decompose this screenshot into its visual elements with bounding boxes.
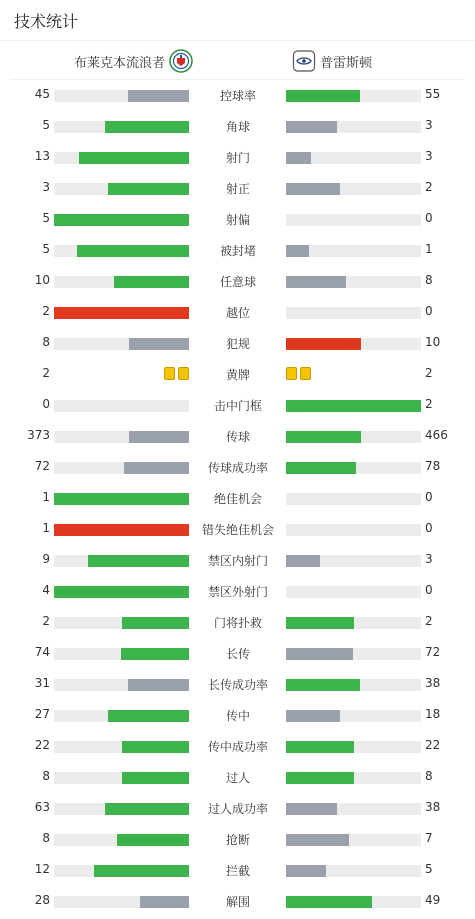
home-stat-bar: [54, 462, 189, 474]
home-stat-bar-fill: [79, 152, 189, 164]
home-stat-bar: [54, 555, 189, 567]
home-stat-value: 2: [42, 366, 50, 380]
away-stat-bar-fill: [286, 896, 372, 908]
away-stat-bar: [286, 865, 421, 877]
away-stat-bar-fill: [286, 121, 337, 133]
away-stat-value: 5: [425, 862, 433, 876]
home-stat-bar-fill: [54, 307, 189, 319]
away-stat-value: 8: [425, 769, 433, 783]
stat-row: [0, 731, 475, 762]
home-stat-bar: [54, 803, 189, 815]
home-stat-bar: [54, 152, 189, 164]
away-team[interactable]: [292, 49, 372, 73]
home-stat-bar-fill: [54, 586, 189, 598]
away-team-name: 普雷斯顿: [320, 55, 373, 71]
home-stat-bar: [54, 865, 189, 877]
away-stat-bar: [286, 338, 421, 350]
away-stat-bar-fill: [286, 648, 353, 660]
away-stat-value: 2: [425, 366, 433, 380]
away-stat-value: 72: [425, 645, 441, 659]
stat-label: 绝佳机会: [213, 492, 262, 506]
away-stat-bar: [286, 152, 421, 164]
away-stat-bar-fill: [286, 338, 361, 350]
stat-row: [0, 545, 475, 576]
away-yellow-cards: [286, 367, 311, 380]
yellow-card-icon: [178, 367, 189, 380]
home-stat-bar-fill: [140, 896, 189, 908]
home-stat-value: 1: [42, 490, 50, 504]
away-stat-bar-fill: [286, 152, 311, 164]
home-stat-bar: [54, 307, 189, 319]
stat-row: [0, 762, 475, 793]
away-stat-bar-fill: [286, 431, 361, 443]
away-stat-bar-fill: [286, 183, 340, 195]
home-stat-bar-fill: [124, 462, 189, 474]
home-stat-value: 5: [42, 242, 50, 256]
page-title: [0, 0, 475, 41]
stat-label: 错失绝佳机会: [201, 523, 274, 537]
stat-row: [0, 669, 475, 700]
home-stat-bar: [54, 245, 189, 257]
home-stat-value: 63: [34, 800, 50, 814]
away-stat-value: 18: [425, 707, 441, 721]
stat-row: [0, 452, 475, 483]
away-stat-value: 0: [425, 583, 433, 597]
stat-label: 解围: [225, 895, 250, 909]
stat-row: [0, 514, 475, 545]
away-stat-value: 0: [425, 211, 433, 225]
away-stat-bar-fill: [286, 679, 360, 691]
home-stat-value: 3: [42, 180, 50, 194]
home-stat-bar-fill: [128, 90, 189, 102]
stat-row: [0, 390, 475, 421]
home-stat-bar-fill: [128, 679, 189, 691]
home-stat-bar: [54, 617, 189, 629]
stat-label: 犯规: [225, 337, 250, 351]
away-stat-value: 466: [425, 428, 448, 442]
away-stat-bar-fill: [286, 834, 349, 846]
home-stat-bar: [54, 276, 189, 288]
stat-label: 任意球: [219, 275, 256, 289]
away-stat-bar: [286, 834, 421, 846]
home-stat-bar-fill: [54, 524, 189, 536]
home-stat-value: 1: [42, 521, 50, 535]
home-stat-value: 5: [42, 211, 50, 225]
home-stat-bar-fill: [114, 276, 189, 288]
stat-label: 射门: [225, 151, 250, 165]
stat-row: [0, 142, 475, 173]
home-stat-bar: [54, 524, 189, 536]
stat-row: [0, 328, 475, 359]
away-stat-bar: [286, 400, 421, 412]
away-stat-bar: [286, 431, 421, 443]
away-stat-value: 7: [425, 831, 433, 845]
page-title-text: 技术统计: [14, 11, 79, 31]
home-stat-bar-fill: [129, 431, 189, 443]
away-stat-bar-fill: [286, 710, 340, 722]
away-stat-value: 3: [425, 118, 433, 132]
home-stat-bar-fill: [54, 493, 189, 505]
home-stat-bar: [54, 183, 189, 195]
home-stat-value: 74: [34, 645, 50, 659]
home-stat-bar-fill: [105, 121, 189, 133]
stat-label: 被封堵: [219, 244, 256, 258]
stat-row: [0, 483, 475, 514]
stat-label: 长传成功率: [207, 678, 268, 692]
stat-label: 传中: [225, 709, 250, 723]
away-stat-bar: [286, 896, 421, 908]
away-stat-bar: [286, 772, 421, 784]
stat-label: 禁区外射门: [207, 585, 268, 599]
stat-row: [0, 824, 475, 855]
stat-label: 拦截: [225, 864, 250, 878]
preston-crest-icon: [292, 49, 316, 73]
stat-row: [0, 576, 475, 607]
stat-label: 传球: [225, 430, 250, 444]
away-stat-bar-fill: [286, 245, 309, 257]
away-stat-bar-fill: [286, 865, 326, 877]
away-stat-value: 0: [425, 304, 433, 318]
stat-row: [0, 173, 475, 204]
home-stat-value: 2: [42, 304, 50, 318]
away-stat-bar: [286, 617, 421, 629]
home-stat-value: 22: [34, 738, 50, 752]
home-stat-bar: [54, 338, 189, 350]
away-stat-bar-fill: [286, 90, 360, 102]
home-stat-value: 5: [42, 118, 50, 132]
away-stat-bar: [286, 183, 421, 195]
home-stat-value: 45: [34, 87, 50, 101]
away-stat-value: 0: [425, 490, 433, 504]
home-stat-bar-fill: [117, 834, 189, 846]
home-yellow-cards: [164, 367, 189, 380]
home-stat-bar-fill: [77, 245, 189, 257]
home-stat-bar: [54, 896, 189, 908]
home-stat-bar: [54, 121, 189, 133]
away-stat-value: 2: [425, 614, 433, 628]
yellow-card-icon: [164, 367, 175, 380]
away-stat-bar: [286, 493, 421, 505]
away-stat-value: 2: [425, 397, 433, 411]
away-stat-bar-fill: [286, 617, 354, 629]
home-stat-value: 12: [34, 862, 50, 876]
home-stat-value: 373: [27, 428, 50, 442]
stat-row: [0, 297, 475, 328]
away-stat-bar: [286, 524, 421, 536]
yellow-card-icon: [300, 367, 311, 380]
stat-row: [0, 235, 475, 266]
stat-label: 越位: [225, 306, 250, 320]
away-stat-value: 2: [425, 180, 433, 194]
home-stat-value: 72: [34, 459, 50, 473]
stat-label: 黄牌: [225, 368, 250, 382]
away-stat-bar: [286, 307, 421, 319]
away-stat-bar-fill: [286, 803, 337, 815]
home-stat-bar: [54, 834, 189, 846]
stat-row: [0, 421, 475, 452]
home-stat-value: 13: [34, 149, 50, 163]
away-stat-bar: [286, 276, 421, 288]
stat-label: 射偏: [225, 213, 250, 227]
away-stat-bar: [286, 648, 421, 660]
stat-label: 击中门框: [213, 399, 262, 413]
home-stat-value: 8: [42, 831, 50, 845]
stat-row: [0, 793, 475, 824]
away-stat-value: 3: [425, 149, 433, 163]
stats-list: [0, 80, 475, 917]
away-stat-bar: [286, 679, 421, 691]
home-stat-value: 10: [34, 273, 50, 287]
home-stat-bar-fill: [105, 803, 189, 815]
team-header: [10, 41, 465, 80]
home-stat-bar-fill: [88, 555, 189, 567]
away-stat-bar: [286, 245, 421, 257]
home-stat-bar: [54, 400, 189, 412]
home-stat-value: 28: [34, 893, 50, 907]
away-stat-bar-fill: [286, 462, 356, 474]
home-stat-bar: [54, 710, 189, 722]
away-stat-bar-fill: [286, 400, 421, 412]
home-stat-value: 8: [42, 769, 50, 783]
away-stat-bar-fill: [286, 741, 354, 753]
away-stat-value: 1: [425, 242, 433, 256]
stat-row: [0, 111, 475, 142]
away-stat-bar-fill: [286, 555, 320, 567]
home-stat-bar-fill: [108, 183, 189, 195]
stat-label: 角球: [225, 120, 250, 134]
stat-row: [0, 359, 475, 390]
away-stat-bar: [286, 121, 421, 133]
home-stat-bar-fill: [121, 648, 189, 660]
away-stat-bar: [286, 741, 421, 753]
home-stat-bar: [54, 586, 189, 598]
home-stat-bar-fill: [122, 617, 190, 629]
stat-label: 控球率: [219, 89, 256, 103]
stat-label: 传中成功率: [207, 740, 268, 754]
stat-label: 门将扑救: [213, 616, 262, 630]
home-stat-bar: [54, 679, 189, 691]
away-stat-bar-fill: [286, 276, 346, 288]
yellow-card-icon: [286, 367, 297, 380]
home-stat-value: 2: [42, 614, 50, 628]
away-stat-value: 49: [425, 893, 441, 907]
stat-label: 过人: [225, 771, 250, 785]
home-stat-bar-fill: [54, 214, 189, 226]
away-stat-bar: [286, 214, 421, 226]
away-stat-value: 38: [425, 800, 441, 814]
away-stat-value: 22: [425, 738, 441, 752]
away-stat-value: 8: [425, 273, 433, 287]
home-stat-value: 4: [42, 583, 50, 597]
stat-row: [0, 855, 475, 886]
home-stat-bar: [54, 772, 189, 784]
away-stat-bar: [286, 90, 421, 102]
stat-label: 禁区内射门: [207, 554, 268, 568]
home-stat-bar: [54, 493, 189, 505]
away-stat-bar: [286, 710, 421, 722]
stat-label: 射正: [225, 182, 250, 196]
away-stat-value: 78: [425, 459, 441, 473]
home-stat-bar: [54, 214, 189, 226]
home-stat-bar-fill: [129, 338, 189, 350]
home-stat-value: 27: [34, 707, 50, 721]
away-stat-bar: [286, 555, 421, 567]
home-stat-bar-fill: [122, 741, 190, 753]
home-stat-bar-fill: [94, 865, 189, 877]
stat-label: 传球成功率: [207, 461, 268, 475]
away-stat-bar-fill: [286, 772, 354, 784]
stat-row: [0, 607, 475, 638]
home-stat-value: 8: [42, 335, 50, 349]
home-stat-bar: [54, 90, 189, 102]
home-stat-bar: [54, 648, 189, 660]
stat-row: [0, 204, 475, 235]
home-stat-bar: [54, 741, 189, 753]
home-stat-bar: [54, 431, 189, 443]
away-stat-value: 3: [425, 552, 433, 566]
away-stat-bar: [286, 586, 421, 598]
stat-row: [0, 80, 475, 111]
home-team[interactable]: [74, 49, 193, 73]
stat-label: 抢断: [225, 833, 250, 847]
stat-row: [0, 638, 475, 669]
away-stat-value: 10: [425, 335, 441, 349]
stat-row: [0, 266, 475, 297]
away-stat-bar: [286, 803, 421, 815]
home-stat-bar-fill: [122, 772, 190, 784]
stat-row: [0, 886, 475, 917]
home-stat-value: 9: [42, 552, 50, 566]
blackburn-crest-icon: [169, 49, 193, 73]
home-team-name: 布莱克本流浪者: [73, 55, 165, 71]
away-stat-value: 0: [425, 521, 433, 535]
away-stat-value: 38: [425, 676, 441, 690]
away-stat-bar: [286, 462, 421, 474]
stat-label: 长传: [225, 647, 250, 661]
home-stat-value: 31: [34, 676, 50, 690]
away-stat-value: 55: [425, 87, 441, 101]
stat-label: 过人成功率: [207, 802, 268, 816]
home-stat-bar-fill: [108, 710, 189, 722]
stat-row: [0, 700, 475, 731]
home-stat-value: 0: [42, 397, 50, 411]
